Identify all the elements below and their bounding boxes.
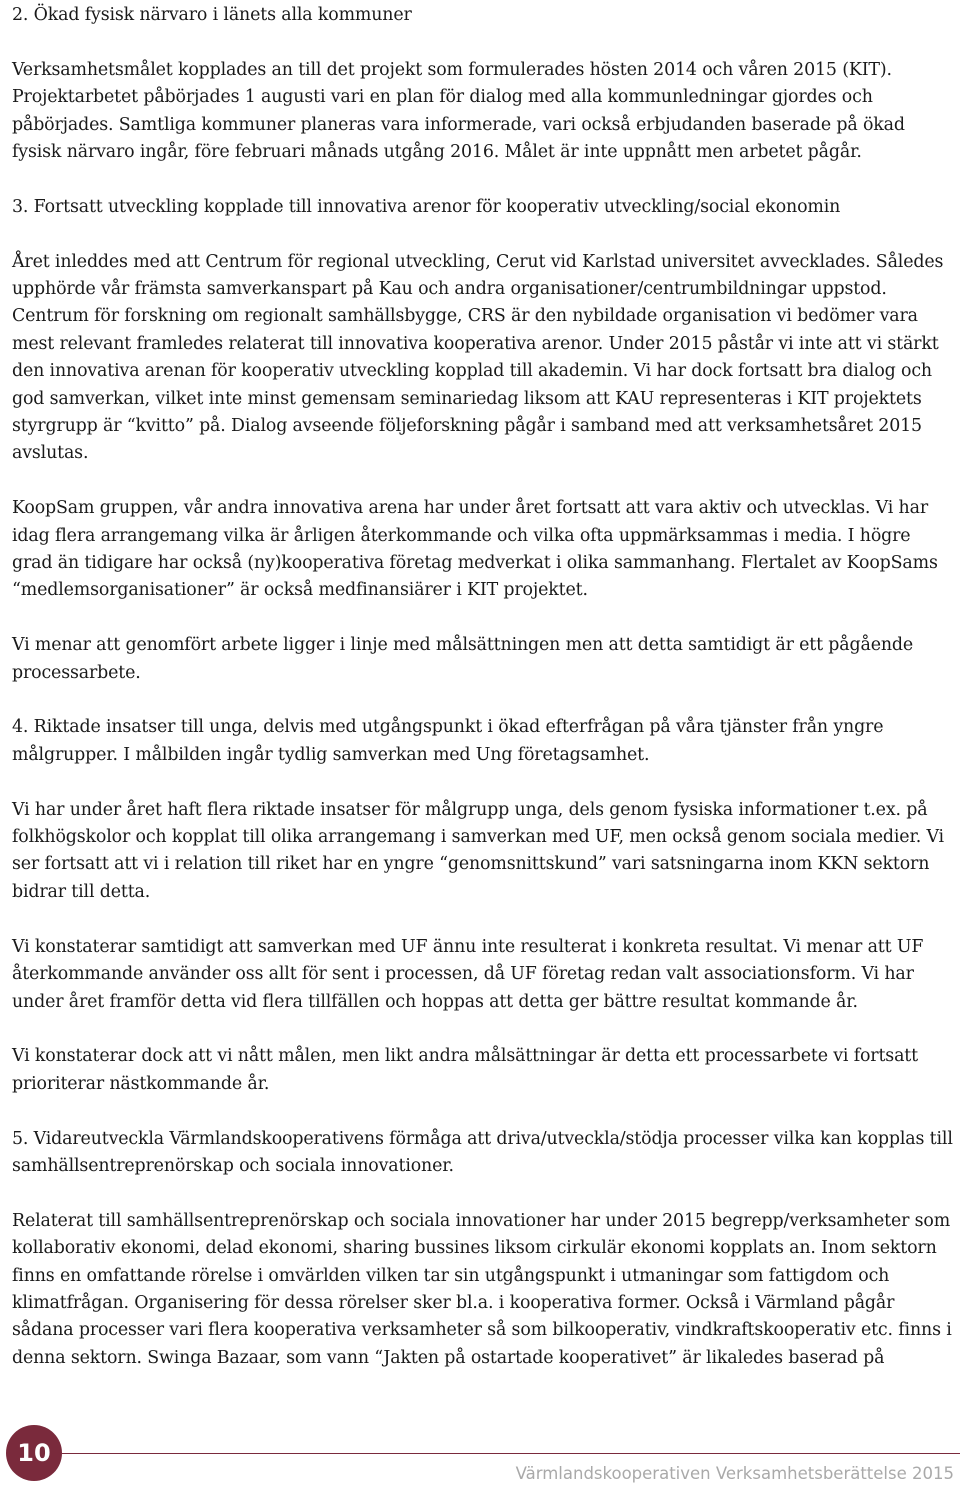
section-3-body-koopsam: KoopSam gruppen, vår andra innovativa arena har under året fortsatt att vara aktiv och utvecklas. Vi har idag flera arrangemang vilka är årligen återkommande och vilka ofta uppmärksammas i media. I högre grad än tidigare har också (ny)kooperativa företag medverkat i olika sammanhang. Flertalet av KoopSams “medlemsorganisationer” är också medfinansiärer i KIT projektet. — [12, 498, 938, 601]
section-3-heading: 3. Fortsatt utveckling kopplade till innovativa arenor för kooperativ utveckling/social ekonomin — [12, 196, 841, 217]
section-3-conclusion: Vi menar att genomfört arbete ligger i linje med målsättningen men att detta samtidigt är ett pågående processarbete. — [12, 635, 914, 683]
section-3-body-cerut: Året inleddes med att Centrum för regional utveckling, Cerut vid Karlstad universitet avvecklades. Således upphörde vår främsta samverkanspart på Kau och andra organisationer/centrumbildningar uppstod. Centrum för forskning om regionalt samhällsbygge, CRS är den nybildade organisation vi bedömer vara mest relevant framledes relaterat till innovativa kooperativa arenor. Under 2015 påstår vi inte att vi stärkt den innovativa arenan för kooperativ utveckling kopplad till akademin. Vi har dock fortsatt bra dialog och god samverkan, vilket inte minst gemensam seminariedag liksom att KAU representeras i KIT projektets styrgrupp är “kvitto” på. Dialog avseende följeforskning pågår i samband med att verksamhetsåret 2015 avslutas. — [12, 251, 944, 464]
section-4-body-insatser: Vi har under året haft flera riktade insatser för målgrupp unga, dels genom fysiska informationer t.ex. på folkhögskolor och kopplat till olika arrangemang i samverkan med UF, men också genom sociala medier. Vi ser fortsatt att vi i relation till riket har en yngre “genomsnittskund” vari satsningarna inom KKN sektorn bidrar till detta. — [12, 799, 944, 902]
section-2-heading: 2. Ökad fysisk närvaro i länets alla kommuner — [12, 5, 412, 25]
section-5-body: Relaterat till samhällsentreprenörskap och sociala innovationer har under 2015 begrepp/verksamheter som kollaborativ ekonomi, delad ekonomi, sharing bussines liksom cirkulär ekonomi kopplats an. Inom sektorn finns en omfattande rörelse i omvärlden vilken tar sin utgångspunkt i utmaningar som fattigdom och klimatfrågan. Organisering för dessa rörelser sker bl.a. i kooperativa former. Också i Värmland pågår sådana processer vari flera kooperativa verksamheter så som bilkooperativ, vindkraftskooperativ etc. finns i denna sektorn. Swinga Bazaar, som vann “Jakten på ostartade kooperativet” är likaledes baserad på — [12, 1210, 952, 1368]
section-5-heading: 5. Vidareutveckla Värmlandskooperativens förmåga att driva/utveckla/stödja processer vilka kan kopplas till samhällsentreprenörskap och sociala innovationer. — [12, 1128, 953, 1176]
section-4-body-uf: Vi konstaterar samtidigt att samverkan med UF ännu inte resulterat i konkreta resultat. Vi menar att UF återkommande använder oss allt för sent i processen, då UF företag redan valt associationsform. Vi har under året framför detta vid flera tillfällen och hoppas att detta ger bättre resultat kommande år. — [12, 936, 924, 1012]
section-2-body: Verksamhetsmålet kopplades an till det projekt som formulerades hösten 2014 och våren 2015 (KIT). Projektarbetet påbörjades 1 augusti vari en plan för dialog med alla kommunledningar gjordes och påbörjades. Samtliga kommuner planeras vara informerade, vari också erbjudanden baserade på ökad fysisk närvaro ingår, före februari månads utgång 2016. Målet är inte uppnått men arbetet pågår. — [12, 59, 905, 163]
section-4-conclusion: Vi konstaterar dock att vi nått målen, men likt andra målsättningar är detta ett processarbete vi fortsatt prioriterar nästkommande år. — [12, 1046, 918, 1094]
footer-publication-title: Värmlandskooperativen Verksamhetsberättelse 2015 — [515, 1464, 954, 1483]
document-body — [12, 2, 956, 1400]
section-4-heading: 4. Riktade insatser till unga, delvis med utgångspunkt i ökad efterfrågan på våra tjänster från yngre målgrupper. I målbilden ingår tydlig samverkan med Ung företagsamhet. — [12, 717, 884, 765]
footer-divider — [62, 1453, 960, 1454]
page-number-badge: 10 — [6, 1425, 62, 1481]
